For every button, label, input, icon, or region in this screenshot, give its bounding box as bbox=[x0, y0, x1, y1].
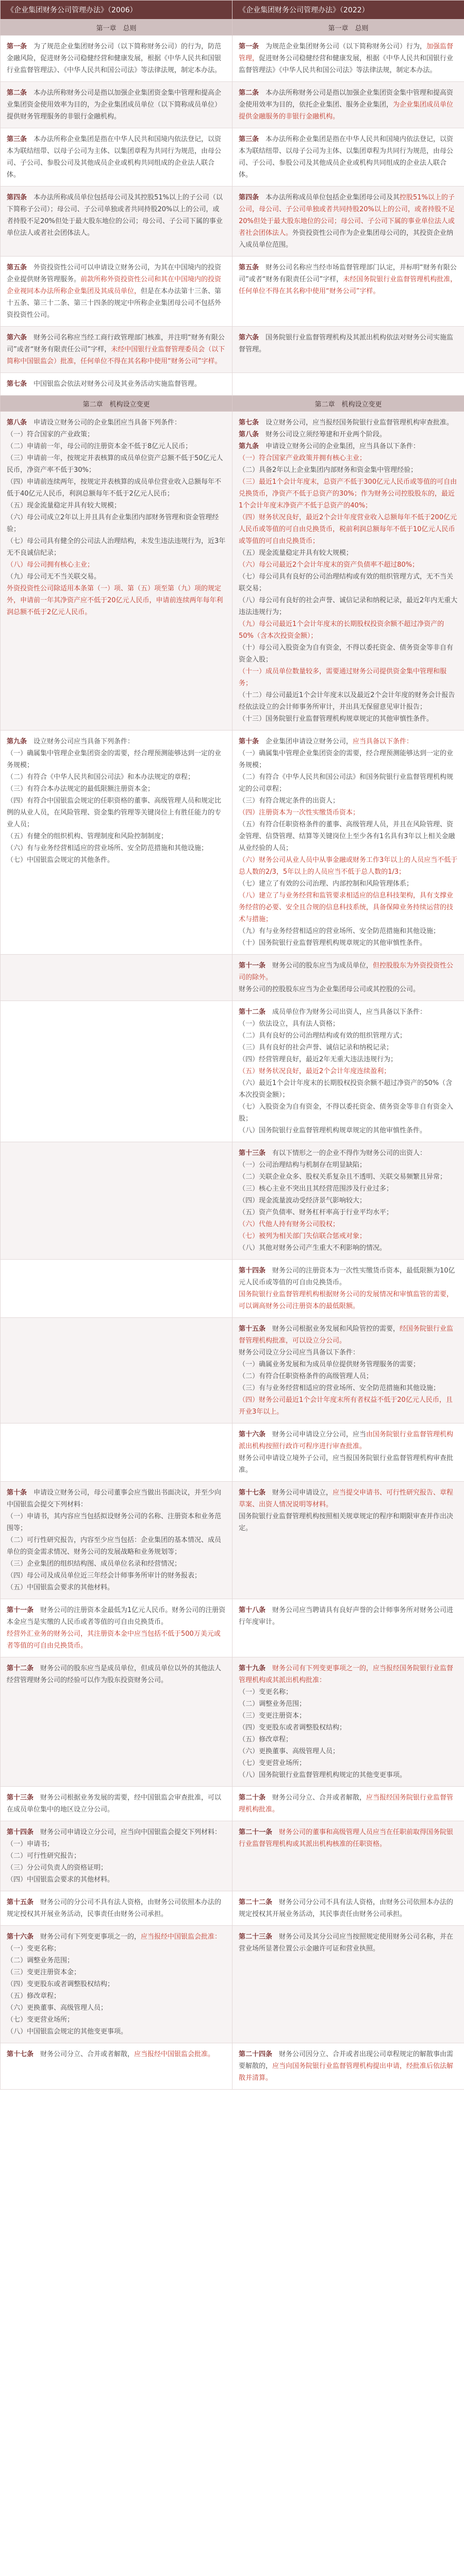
article-text: （三）变更注册资本； bbox=[239, 1712, 306, 1720]
table-body bbox=[1, 20, 464, 2090]
article-text: 财务公司分立、合并或者解散， bbox=[34, 2050, 135, 2058]
highlighted-text: 控股51%以上的子公司，母公司、子公司单独或者共同持股20%以上的公司，或者持股不足20%但处于最大股东地位的公司；母公司、子公司下属的事业单位法人或者社会团体法人。 bbox=[239, 194, 455, 237]
article-text: （五）有符合任职资格条件的董事、高级管理人员，并且在风险管理、资金管理、信贷管理、结算等关键岗位上至少各有1名具有3年以上相关金融从业经验的人员； bbox=[239, 821, 455, 852]
highlighted-text: 加强监督管理， bbox=[239, 43, 454, 62]
article-cell-left bbox=[1, 257, 233, 327]
article-text: （五）现金流量稳定并具有较大规模； bbox=[239, 549, 353, 557]
article-text: 财务公司根据业务发展和风险管控的需要， bbox=[266, 1325, 400, 1333]
article-text: （四）中国银监会要求的其他材料。 bbox=[7, 1876, 114, 1884]
article-cell-right bbox=[233, 1423, 464, 1482]
article-text: （三）分公司负责人的资格证明； bbox=[7, 1864, 108, 1872]
article-number: 第十条 bbox=[7, 1489, 27, 1497]
article-text: （一）申请书； bbox=[7, 1840, 54, 1848]
article-text: （六）更换董事、高级管理人员； bbox=[239, 1748, 340, 1755]
article-text: 本办法所称成员单位包括母公司及其控股51%以上的子公司（以下简称子公司）；母公司、子公司单独或者共同持股20%以上的公司，或者持股不足20%但处于最大股东地位的公司；母公司、子公司下属的事业单位法人或者社会团体法人。 bbox=[7, 194, 223, 237]
article-number: 第九条 bbox=[7, 738, 27, 745]
article-number: 第二十一条 bbox=[239, 1828, 273, 1836]
article-cell-left bbox=[1, 955, 233, 1001]
highlighted-text: 由国务院银行业监督管理机构派出机构按照行政许可程序进行审查批准。 bbox=[239, 1431, 454, 1450]
highlighted-text: （八）建立了与业务经营和监管要求相适应的信息科技架构，具有支撑业务经营的必要、安全且合规的信息科技系统，具备保障业务持续运营的技术与措施； bbox=[239, 892, 454, 923]
chapter-title-right: 第一章 总则 bbox=[233, 20, 464, 36]
article-cell-left bbox=[1, 1657, 233, 1787]
article-number: 第二十二条 bbox=[239, 1899, 273, 1906]
article-text: （四）变更股东或者调整股权结构； bbox=[239, 1724, 346, 1732]
article-number: 第二条 bbox=[7, 89, 27, 97]
article-text: （九）母公司无不当关联交易。 bbox=[7, 573, 101, 581]
article-number: 第七条 bbox=[7, 380, 27, 388]
article-number: 第五条 bbox=[7, 264, 27, 272]
article-text: （七）母公司具有良好的公司治理结构或有效的组织管理方式，无不当关联交易； bbox=[239, 573, 454, 592]
highlighted-text: （一）符合国家产业政策并拥有核心主业； bbox=[239, 454, 367, 462]
article-text: 财务公司因分立、合并或者出现公司章程规定的解散事由需要解散的， bbox=[239, 2050, 454, 2070]
article-text: 申请设立财务公司的企业集团应当具备下列条件： bbox=[27, 419, 181, 427]
article-cell-left bbox=[1, 731, 233, 955]
article-cell-right bbox=[233, 82, 464, 128]
article-text: 财务公司的注册资本为一次性实缴货币资本，最低限额为10亿元人民币或等值的可自由兑换货币。 bbox=[239, 1267, 455, 1286]
highlighted-text: 应当向国务院银行业监督管理机构提出申请，经批准后依法解散并清算。 bbox=[239, 2062, 454, 2082]
article-text: （三）企业集团的组织结构图、成员单位名录和经营情况； bbox=[7, 1560, 181, 1568]
highlighted-text: 财务公司的董事和高级管理人员应当在任职前取得国务院银行业监督管理机构或其派出机构核准的任职资格。 bbox=[239, 1828, 454, 1848]
article-text: （一）变更名称； bbox=[7, 1945, 61, 1953]
article-text: 企业集团申请设立财务公司， bbox=[259, 738, 353, 745]
article-text: （六）有与业务经营相适应的营业场所、安全防范措施和其他设施； bbox=[7, 844, 208, 852]
table-row bbox=[1, 36, 464, 82]
article-text: 国务院银行业监督管理机构按照相关规章规定的程序和期限审查并作出决定。 bbox=[239, 1513, 454, 1532]
article-text bbox=[272, 1828, 279, 1836]
article-text: 财务公司根据业务发展的需要，经中国银监会审查批准，可以在成员单位集中的地区设立分公司。 bbox=[7, 1794, 222, 1814]
article-text: 财务公司设立须经筹建和开业两个阶段。 bbox=[259, 431, 387, 438]
article-text: 但是在本办法第十三条、第十五条、第三十二条、第三十四条的规定中所称企业集团母公司不包括外资投资性公司。 bbox=[7, 287, 222, 319]
article-text: （一）依法设立，具有法人资格； bbox=[239, 1020, 340, 1028]
table-row bbox=[1, 2043, 464, 2090]
article-number: 第十四条 bbox=[7, 1828, 34, 1836]
table-row bbox=[1, 1001, 464, 1142]
article-text: 申请设立财务公司，母公司董事会应当做出书面决议，并至少向中国银监会提交下列材料： bbox=[7, 1489, 222, 1509]
article-cell-left bbox=[1, 412, 233, 731]
article-text: 财务公司有下列变更事项之一的， bbox=[34, 1933, 141, 1941]
header-right: 《企业集团财务公司管理办法》（2022） bbox=[233, 1, 464, 20]
article-text: 外资投资性公司可以申请设立财务公司，为其在中国境内的投资企业提供财务管理服务。 bbox=[7, 264, 222, 283]
table-row bbox=[1, 257, 464, 327]
article-cell-right bbox=[233, 1891, 464, 1926]
article-text: （十三）国务院银行业监督管理机构规章规定的其他审慎性条件。 bbox=[239, 715, 434, 723]
article-text: （三）有符合规定条件的出资人； bbox=[239, 797, 340, 805]
article-text: （三）具有良好的社会声誉、诚信记录和纳税记录； bbox=[239, 1044, 393, 1052]
article-cell-left bbox=[1, 1599, 233, 1657]
article-text: （八）中国银监会规定的其他变更事项。 bbox=[7, 2028, 128, 2036]
article-number: 第十六条 bbox=[7, 1933, 34, 1941]
table-row bbox=[1, 1926, 464, 2043]
article-text bbox=[266, 1665, 272, 1672]
article-cell-left bbox=[1, 2043, 233, 2090]
article-text: 成员单位作为财务公司出资人，应当具备以下条件： bbox=[266, 1008, 427, 1016]
article-text: （八）母公司有良好的社会声誉、诚信记录和纳税记录，最近2年内无重大违法违规行为； bbox=[239, 597, 458, 616]
article-text: 财务公司及其分公司应当按照规定使用财务公司名称，并在营业场所显著位置公示金融许可证和营业执照。 bbox=[239, 1933, 454, 1953]
article-number: 第四条 bbox=[7, 194, 27, 201]
article-text: （七）中国银监会规定的其他条件。 bbox=[7, 856, 114, 864]
highlighted-text: （四）注册资本为一次性实缴货币资本； bbox=[239, 809, 360, 817]
article-text: 本办法所称企业集团是指在中华人民共和国境内依法登记，以资本为联结纽带、以母子公司为主体、以集团章程为共同行为规范，由母公司、子公司、参股公司及其他成员企业或机构共同组成的企业法人联合体。 bbox=[7, 135, 222, 179]
article-number: 第五条 bbox=[239, 264, 259, 272]
highlighted-text: 应当报经中国银监会批准： bbox=[141, 1933, 222, 1941]
article-number: 第十一条 bbox=[239, 962, 266, 970]
table-row bbox=[1, 187, 464, 257]
article-text: （二）可行性研究报告，内容至少应当包括：企业集团的基本情况、成员单位的资金需求情况、财务公司的发展战略和业务规划等； bbox=[7, 1536, 222, 1556]
highlighted-text: （四）财务状况良好，最近2个会计年度营业收入总额每年不低于200亿元人民币或等值的可自由兑换货币，税前利润总额每年不低于10亿元人民币或等值的可自由兑换货币； bbox=[239, 514, 457, 545]
article-number: 第三条 bbox=[7, 135, 27, 143]
article-number: 第十一条 bbox=[7, 1606, 34, 1614]
article-cell-right bbox=[233, 257, 464, 327]
article-text: （一）确属业务发展和为成员单位提供财务管理服务的需要； bbox=[239, 1361, 420, 1368]
article-cell-right bbox=[233, 36, 464, 82]
highlighted-text: （三）最近1个会计年度末，总资产不低于300亿元人民币或等值的可自由兑换货币，净资产不低于总资产的30%；作为财务公司控股股东的，最近1个会计年度末净资产不低于总资产的40%； bbox=[239, 478, 457, 510]
highlighted-text: （七）被列为相关部门失信联合惩戒对象； bbox=[239, 1232, 367, 1240]
article-text: （三）有符合本办法规定的最低限额注册资本金； bbox=[7, 785, 155, 793]
highlighted-text: （六）代他人持有财务公司股权； bbox=[239, 1221, 340, 1228]
article-text: 有以下情形之一的企业不得作为财务公司的出资人： bbox=[266, 1149, 427, 1157]
chapter-row bbox=[1, 396, 464, 412]
article-cell-left bbox=[1, 187, 233, 257]
table-row bbox=[1, 731, 464, 955]
article-text: （五）现金流量稳定并具有较大规模； bbox=[7, 502, 121, 510]
article-text: （二）有符合任职资格条件的高级管理人员； bbox=[239, 1372, 373, 1380]
article-text: 促进财务公司稳健经营和健康发展，根据《中华人民共和国银行业监督管理法》《中华人民共和国公司法》等法律法规，制定本办法。 bbox=[239, 55, 454, 74]
table-row bbox=[1, 1260, 464, 1318]
table-row bbox=[1, 1657, 464, 1787]
highlighted-text: 应当具备以下条件： bbox=[353, 738, 413, 745]
article-text: 国务院银行业监督管理机构及其派出机构依法对财务公司实施监督管理。 bbox=[239, 334, 454, 353]
article-number: 第六条 bbox=[7, 334, 27, 342]
article-cell-right bbox=[233, 412, 464, 731]
article-text: 本办法所称成员单位包括企业集团母公司及其 bbox=[259, 194, 400, 201]
article-text: （五）资产负债率、财务杠杆率高于行业平均水平； bbox=[239, 1209, 393, 1216]
article-text: 财务公司的股东应当是成员单位，但成员单位以外的其他法人经营管理财务公司的经验可以作为股东投资财务公司。 bbox=[7, 1665, 222, 1684]
article-number: 第八条 bbox=[239, 431, 259, 438]
article-text: 为了规范企业集团财务公司（以下简称财务公司）的行为，防范金融风险，促进财务公司稳健经营和健康发展，根据《中华人民共和国银行业监督管理法》、《中华人民共和国公司法》等法律法规，制定本办法。 bbox=[7, 43, 222, 74]
article-number: 第十八条 bbox=[239, 1606, 266, 1614]
table-row bbox=[1, 1142, 464, 1260]
article-text: 本办法所称财务公司是指以加强企业集团资金集中管理和提高资金使用效率为目的，依托企业集团、服务企业集团， bbox=[239, 89, 454, 109]
article-number: 第一条 bbox=[239, 43, 259, 50]
highlighted-text: （九）母公司最近1个会计年度末的长期股权投资余额不超过净资产的50%（含本次投资金额）； bbox=[239, 620, 444, 640]
article-text: 财务公司申请设立境外子公司，应当报国务院银行业监督管理机构审查批准。 bbox=[239, 1454, 454, 1474]
article-text: 财务公司的股东应当为成员单位， bbox=[266, 962, 373, 970]
article-number: 第九条 bbox=[239, 443, 259, 450]
article-cell-left bbox=[1, 1142, 233, 1260]
highlighted-text: 但控股股东为外资投资性公司的除外。 bbox=[239, 962, 454, 981]
article-text: （二）申请前一年，母公司的注册资本金不低于8亿元人民币； bbox=[7, 443, 192, 450]
article-text: 财务公司分公司不具有法人资格，由财务公司依照本办法的规定授权其开展业务活动，其民事责任由财务公司承担。 bbox=[239, 1899, 454, 1918]
table-row bbox=[1, 1318, 464, 1423]
highlighted-text: 外资投资性公司除适用本条第（一）项、第（五）项至第（九）项的规定外，申请前一年其净资产应不低于20亿元人民币，申请前连续两年每年利润总额不低于2亿元人民币。 bbox=[7, 585, 223, 616]
article-text: （四）母公司及成员单位近三年经会计师事务所审计的财务报表； bbox=[7, 1572, 202, 1580]
article-text: （八）国务院银行业监督管理机构规章规定的其他审慎性条件。 bbox=[239, 1127, 427, 1134]
highlighted-text: （十一）成员单位数量较多，需要通过财务公司提供资金集中管理和服务； bbox=[239, 668, 447, 687]
table-row bbox=[1, 955, 464, 1001]
article-text: （二）调整业务范围； bbox=[239, 1700, 306, 1708]
article-cell-right bbox=[233, 1142, 464, 1260]
article-number: 第二十条 bbox=[239, 1794, 266, 1802]
article-text: （二）具备2年以上企业集团内部财务和资金集中管理经验； bbox=[239, 466, 418, 474]
table-row bbox=[1, 1599, 464, 1657]
highlighted-text: 经国务院银行业监督管理机构批准，可以设立分公司。 bbox=[239, 1325, 454, 1345]
article-cell-right bbox=[233, 1482, 464, 1599]
table-row bbox=[1, 373, 464, 396]
article-number: 第十九条 bbox=[239, 1665, 266, 1672]
article-cell-right bbox=[233, 128, 464, 187]
article-text: 财务公司的注册资本金最低为1亿元人民币。财务公司的注册资本金应当是实缴的人民币或者等值的可自由兑换货币。 bbox=[7, 1606, 226, 1626]
article-number: 第十二条 bbox=[239, 1008, 266, 1016]
highlighted-text: 国务院银行业监督管理机构根据财务公司的发展情况和审慎监管的需要，可以调高财务公司注册资本的最低限额。 bbox=[239, 1291, 454, 1310]
article-text: （二）可行性研究报告； bbox=[7, 1852, 81, 1860]
article-number: 第二十四条 bbox=[239, 2050, 273, 2058]
article-cell-right bbox=[233, 187, 464, 257]
article-text: （一）公司治理结构与机制存在明显缺陷； bbox=[239, 1161, 367, 1169]
article-cell-right bbox=[233, 1001, 464, 1142]
table-row bbox=[1, 1891, 464, 1926]
article-text: （二）具有良好的公司治理结构或有效的组织管理方式； bbox=[239, 1032, 407, 1040]
article-text: （七）入股资金为自有资金，不得以委托资金、债务资金等非自有资金入股； bbox=[239, 1103, 454, 1123]
article-text: 财务公司分立、合并或者解散， bbox=[266, 1794, 367, 1802]
article-number: 第二十三条 bbox=[239, 1933, 273, 1941]
highlighted-text: （五）财务状况良好，最近2个会计年度连续盈利； bbox=[239, 1067, 391, 1075]
article-text: （七）变更营业场所； bbox=[7, 2016, 74, 2024]
article-cell-left bbox=[1, 82, 233, 128]
table-row bbox=[1, 327, 464, 373]
highlighted-text: （四）财务公司最近1个会计年度末所有者权益不低于20亿元人民币，且开业3年以上。 bbox=[239, 1396, 453, 1416]
article-number: 第十二条 bbox=[7, 1665, 34, 1672]
article-text: （三）核心主业不突出且其经营范围涉及行业过多； bbox=[239, 1185, 393, 1193]
highlighted-text: 前款所称外资投资性公司和其在中国境内的投资企业视同本办法所称企业集团及其成员单位， bbox=[7, 276, 222, 295]
highlighted-text: （六）财务公司从业人员中从事金融或财务工作3年以上的人员应当不低于总人数的2/3，5年以上的人员应当不低于总人数的1/3； bbox=[239, 856, 458, 876]
article-text: （七）建立了有效的公司治理、内部控制和风险管理体系； bbox=[239, 880, 413, 888]
article-cell-left bbox=[1, 1260, 233, 1318]
article-text: （四）申请前连续两年，按规定并表核算的成员单位营业收入总额每年不低于40亿元人民币，利润总额每年不低于2亿元人民币； bbox=[7, 478, 222, 498]
article-number: 第十五条 bbox=[239, 1325, 266, 1333]
article-text: （二）关联企业众多、股权关系复杂且不透明、关联交易频繁且异常； bbox=[239, 1173, 447, 1181]
article-cell-right bbox=[233, 1926, 464, 2043]
article-text: （八）其他对财务公司产生重大不利影响的情况。 bbox=[239, 1244, 387, 1252]
article-number: 第十七条 bbox=[7, 2050, 34, 2058]
highlighted-text: 财务公司有下列变更事项之一的，应当报经国务院银行业监督管理机构或其派出机构批准： bbox=[239, 1665, 454, 1684]
article-number: 第十六条 bbox=[239, 1431, 266, 1438]
chapter-title-left: 第一章 总则 bbox=[1, 20, 233, 36]
table-row bbox=[1, 1787, 464, 1821]
article-cell-left bbox=[1, 1482, 233, 1599]
article-text: 财务公司申请设立分公司，应当 bbox=[266, 1431, 367, 1438]
table-row bbox=[1, 412, 464, 731]
article-number: 第十五条 bbox=[7, 1899, 34, 1906]
article-text: （七）变更营业场所； bbox=[239, 1759, 306, 1767]
article-text: （三）申请前一年，按规定并表核算的成员单位资产总额不低于50亿元人民币，净资产率不低于30%； bbox=[7, 454, 223, 474]
article-cell-right bbox=[233, 1318, 464, 1423]
article-text: （七）母公司具有健全的公司法人治理结构，未发生违法违规行为，近3年无不良诚信纪录； bbox=[7, 537, 226, 557]
table-row bbox=[1, 1423, 464, 1482]
table-header-row bbox=[1, 1, 464, 20]
article-text: （十二）母公司最近1个会计年度末以及最近2个会计年度的财务会计报告经依法设立的会计师事务所审计，并出具无保留意见审计报告； bbox=[239, 691, 455, 711]
article-text: （三）有与业务经营相适应的营业场所、安全防范措施和其他设施； bbox=[239, 1384, 440, 1392]
article-number: 第一条 bbox=[7, 43, 27, 50]
article-text: 财务公司的分公司不具有法人资格，由财务公司依照本办法的规定授权其开展业务活动，民事责任由财务公司承担。 bbox=[7, 1899, 222, 1918]
article-cell-left bbox=[1, 36, 233, 82]
article-cell-right bbox=[233, 1599, 464, 1657]
article-number: 第十七条 bbox=[239, 1489, 266, 1497]
article-text: 本办法所称财务公司是指以加强企业集团资金集中管理和提高企业集团资金使用效率为目的，为企业集团成员单位（以下简称成员单位）提供财务管理服务的非银行金融机构。 bbox=[7, 89, 222, 121]
chapter-title-right: 第二章 机构设立变更 bbox=[233, 396, 464, 412]
article-cell-left bbox=[1, 1926, 233, 2043]
article-cell-right bbox=[233, 373, 464, 396]
article-text: （一）符合国家的产业政策； bbox=[7, 431, 94, 438]
article-text: （六）最近1个会计年度末的长期股权投资余额不超过净资产的50%（含本次投资金额）； bbox=[239, 1079, 453, 1099]
article-text: （四）现金流量波动受经济景气影响较大； bbox=[239, 1197, 367, 1205]
chapter-row bbox=[1, 20, 464, 36]
article-cell-right bbox=[233, 1821, 464, 1891]
article-text: （六）母公司成立2年以上并且具有企业集团内部财务管理和资金管理经验； bbox=[7, 514, 219, 533]
article-text: （十）母公司入股资金为自有资金，不得以委托资金、债务资金等非自有资金入股； bbox=[239, 644, 454, 664]
highlighted-text: （八）母公司拥有核心主业； bbox=[7, 561, 94, 569]
article-text: （五）修改章程； bbox=[239, 1736, 293, 1743]
article-text: （二）有符合《中华人民共和国公司法》和国务院银行业监督管理机构规定的公司章程； bbox=[239, 773, 454, 793]
article-text: 为规范企业集团财务公司（以下简称财务公司）行为， bbox=[259, 43, 427, 50]
highlighted-text: （六）母公司最近2个会计年度末的资产负债率不超过80%； bbox=[239, 561, 419, 569]
highlighted-text: 未经中国银行业监督管理委员会（以下简称中国银监会）批准，任何单位不得在其名称中使用“财务公司”字样。 bbox=[7, 346, 225, 365]
article-text: （五）修改章程； bbox=[7, 1992, 61, 2000]
article-cell-right bbox=[233, 1657, 464, 1787]
article-cell-left bbox=[1, 1891, 233, 1926]
article-cell-right bbox=[233, 2043, 464, 2090]
article-cell-right bbox=[233, 327, 464, 373]
article-text: 财务公司申请设立分公司，应当向中国银监会提交下列材料： bbox=[34, 1828, 222, 1836]
highlighted-text: 应当报经国务院银行业监督管理机构批准。 bbox=[239, 1794, 454, 1814]
article-text: （五）中国银监会要求的其他材料。 bbox=[7, 1584, 114, 1591]
article-text: （二）调整业务范围； bbox=[7, 1957, 74, 1964]
article-text: （一）确属集中管理企业集团资金的需要，经合理预测能够达到一定的业务规模； bbox=[239, 750, 454, 769]
table-row bbox=[1, 1482, 464, 1599]
article-number: 第八条 bbox=[7, 419, 27, 427]
article-text: 财务公司应当聘请具有良好声誉的会计师事务所对财务公司进行年度审计。 bbox=[239, 1606, 454, 1626]
table-row bbox=[1, 82, 464, 128]
article-cell-left bbox=[1, 373, 233, 396]
highlighted-text: 为企业集团成员单位提供金融服务的非银行金融机构。 bbox=[239, 101, 454, 121]
article-text: （六）更换董事、高级管理人员； bbox=[7, 2004, 108, 2012]
article-number: 第十三条 bbox=[7, 1794, 34, 1802]
article-text: （五）有健全的组织机构、管理制度和风险控制制度； bbox=[7, 833, 168, 840]
article-text: （四）有符合中国银监会规定的任职资格的董事、高级管理人员和规定比例的从业人员，在风险管理、资金集约管理等关键岗位上有胜任能力的专业人员； bbox=[7, 797, 222, 828]
chapter-title-left: 第二章 机构设立变更 bbox=[1, 396, 233, 412]
table-row bbox=[1, 128, 464, 187]
article-text: 财务公司名称应当经工商行政管理部门核准，并注明“财务有限公司”或者“财务有限责任公司”字样， bbox=[7, 334, 225, 353]
article-number: 第二条 bbox=[239, 89, 259, 97]
article-cell-right bbox=[233, 731, 464, 955]
article-number: 第十三条 bbox=[239, 1149, 266, 1157]
article-number: 第七条 bbox=[239, 419, 259, 427]
highlighted-text: 应当报经中国银监会批准。 bbox=[134, 2050, 215, 2058]
article-text: （一）变更名称； bbox=[239, 1688, 293, 1696]
article-text: 中国银监会依法对财务公司及其业务活动实施监督管理。 bbox=[27, 380, 202, 388]
article-text: 设立财务公司应当具备下列条件： bbox=[27, 738, 135, 745]
article-cell-right bbox=[233, 1260, 464, 1318]
header-left: 《企业集团财务公司管理办法》（2006） bbox=[1, 1, 233, 20]
article-cell-left bbox=[1, 128, 233, 187]
article-number: 第六条 bbox=[239, 334, 259, 342]
article-text: （三）变更注册资本金； bbox=[7, 1969, 81, 1976]
article-text: （一）申请书，其内容应当包括拟设财务公司的名称、注册资本和业务范围等； bbox=[7, 1513, 222, 1532]
article-cell-right bbox=[233, 1787, 464, 1821]
article-text: 财务公司设立分公司应当具备以下条件： bbox=[239, 1349, 360, 1357]
article-cell-left bbox=[1, 1821, 233, 1891]
article-number: 第四条 bbox=[239, 194, 259, 201]
article-text: （四）经营管理良好，最近2年无重大违法违规行为； bbox=[239, 1056, 397, 1063]
article-text: （九）有与业务经营相适应的营业场所、安全防范措施和其他设施； bbox=[239, 927, 440, 935]
table-row bbox=[1, 1821, 464, 1891]
article-number: 第十四条 bbox=[239, 1267, 266, 1275]
article-cell-left bbox=[1, 1423, 233, 1482]
article-cell-right bbox=[233, 955, 464, 1001]
highlighted-text: 应当提交申请书、可行性研究报告、章程草案、出资人情况说明等材料。 bbox=[239, 1489, 454, 1509]
article-text: 财务公司的控股股东应当为企业集团母公司或其控股的公司。 bbox=[239, 986, 420, 993]
article-text: 财务公司申请设立， bbox=[266, 1489, 333, 1497]
highlighted-text: 经营外汇业务的财务公司，其注册资本金中应当包括不低于500万美元或者等值的可自由兑换货币。 bbox=[7, 1630, 221, 1650]
article-text: 申请设立财务公司的企业集团，应当具备以下条件： bbox=[259, 443, 420, 450]
article-text: （十）国务院银行业监督管理机构规章规定的其他审慎性条件。 bbox=[239, 939, 427, 947]
article-text: （八）国务院银行业监督管理机构规定的其他变更事项。 bbox=[239, 1771, 407, 1779]
article-text: （二）有符合《中华人民共和国公司法》和本办法规定的章程； bbox=[7, 773, 195, 781]
article-text: 设立财务公司，应当报经国务院银行业监督管理机构审查批准。 bbox=[259, 419, 454, 427]
article-text: 外资投资性公司作为企业集团母公司的，其投资企业纳入成员单位范围。 bbox=[239, 229, 454, 249]
article-text: （一）确属集中管理企业集团资金的需要，经合理预测能够达到一定的业务规模； bbox=[7, 750, 222, 769]
article-number: 第十条 bbox=[239, 738, 259, 745]
article-cell-left bbox=[1, 1787, 233, 1821]
article-number: 第三条 bbox=[239, 135, 259, 143]
article-cell-left bbox=[1, 1001, 233, 1142]
article-text: 财务公司名称应当经市场监督管理部门认定，并标明“财务有限公司”或者“财务有限责任公司”字样， bbox=[239, 264, 457, 283]
article-cell-left bbox=[1, 1318, 233, 1423]
article-cell-left bbox=[1, 327, 233, 373]
article-text: （四）变更股东或者调整股权结构； bbox=[7, 1980, 114, 1988]
highlighted-text: 未经国务院银行业监督管理机构批准，任何单位不得在其名称中使用“财务公司”字样。 bbox=[239, 276, 457, 295]
article-text: 本办法所称企业集团是指在中华人民共和国境内依法登记，以资本为联结纽带、以母子公司为主体、以集团章程为共同行为规范，由母公司、子公司、参股公司及其他成员企业或机构共同组成的企业法人联合体。 bbox=[239, 135, 454, 179]
